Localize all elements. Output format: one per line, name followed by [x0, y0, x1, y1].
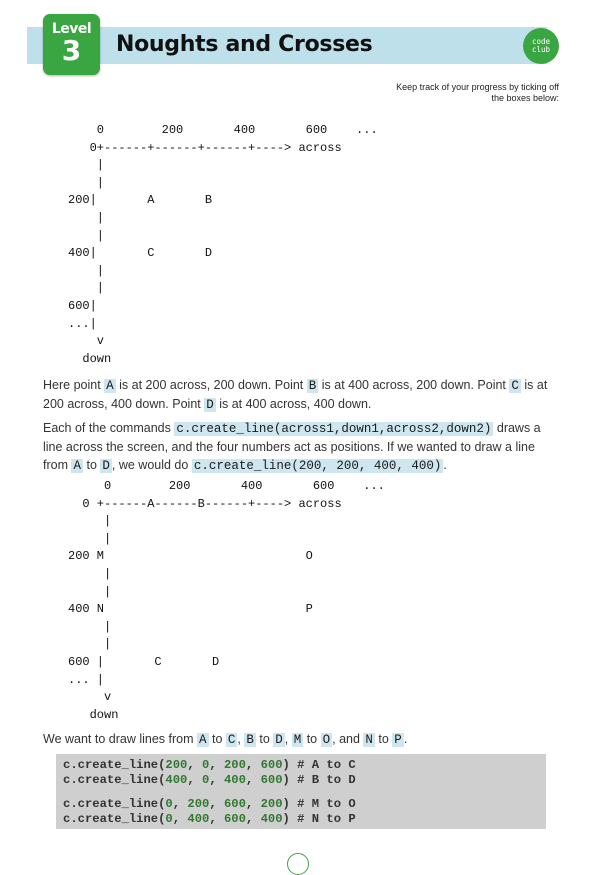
text: to [374, 732, 393, 746]
code-number: 0 [202, 773, 210, 787]
points-explanation [43, 376, 559, 414]
point-a-label: A [73, 459, 81, 473]
code-text: , [172, 812, 188, 826]
level-number: 3 [61, 34, 82, 67]
point-b-label: B [246, 733, 254, 747]
level-label: Level [51, 21, 92, 37]
text: is at 200 across, 400 down. Point [43, 378, 548, 411]
text: is at 400 across, 400 down. [215, 397, 372, 411]
text: , [284, 732, 292, 746]
point-d-label: D [275, 733, 283, 747]
code-number: 600 [260, 758, 283, 772]
point-b-label: B [308, 379, 317, 393]
code-text: , [245, 812, 261, 826]
text: to [255, 732, 274, 746]
code-line [63, 758, 356, 772]
code-number: 400 [260, 812, 283, 826]
code-line [63, 812, 356, 826]
point-m-label: M [293, 733, 302, 747]
code-text: , [209, 812, 224, 826]
code-text: , [187, 773, 202, 787]
code-block [56, 754, 546, 829]
create-line-explanation [43, 419, 559, 475]
code-number: 200 [165, 758, 188, 772]
code-number: 400 [187, 812, 210, 826]
text: We want to draw lines from [43, 732, 197, 746]
code-text: ) # M to O [282, 797, 356, 811]
text: , [237, 732, 245, 746]
code-text: c.create_line( [63, 797, 166, 811]
code-club-logo-icon [523, 28, 559, 64]
point-d-label: D [206, 398, 214, 412]
level-badge [43, 14, 100, 75]
code-text: , [245, 797, 261, 811]
text: Each of the commands [43, 421, 175, 435]
page-title: Noughts and Crosses [116, 32, 373, 57]
lines-instruction [43, 730, 559, 749]
code-text: , [245, 758, 261, 772]
code-number: 600 [260, 773, 283, 787]
point-o-label: O [322, 733, 331, 747]
code-text: c.create_line( [63, 773, 166, 787]
code-line [63, 797, 356, 811]
code-text: ) # A to C [282, 758, 356, 772]
code-number: 0 [202, 758, 210, 772]
code-number: 200 [187, 797, 210, 811]
code-number: 400 [223, 773, 246, 787]
code-text: , [172, 797, 188, 811]
point-a-label: A [106, 379, 114, 393]
point-p-label: P [394, 733, 402, 747]
point-c-label: C [511, 379, 519, 393]
code-text: , [209, 773, 224, 787]
code-text: , [245, 773, 261, 787]
text: is at 200 across, 200 down. Point [115, 378, 307, 392]
code-text: c.create_line( [63, 812, 166, 826]
text: to [208, 732, 226, 746]
coordinate-diagram-points: 0 200 400 600 ... 0+------+------+------+----> across | | 200| A B | | 400| C D | | 600| ...| v down [68, 123, 378, 366]
point-c-label: C [227, 733, 236, 747]
code-text: , [209, 797, 224, 811]
text: , we would do [111, 458, 192, 472]
text: , and [332, 732, 364, 746]
create-line-signature: c.create_line(across1,down1,across2,down2) [176, 422, 492, 436]
code-number: 600 [223, 797, 246, 811]
coordinate-diagram-lines: 0 200 400 600 ... 0 +------A------B------+----> across | | 200 M O | | 400 N P | | 600 | C D ... | v down [68, 479, 385, 722]
code-text: ) # N to P [282, 812, 356, 826]
code-text: , [209, 758, 224, 772]
code-number: 200 [223, 758, 246, 772]
code-number: 600 [223, 812, 246, 826]
text: to [83, 458, 101, 472]
text: is at 400 across, 200 down. Point [318, 378, 510, 392]
progress-note: Keep track of your progress by ticking off the boxes below: [396, 82, 559, 103]
text: draws a line across the screen, and the four numbers act as positions. If we wanted to draw a line from [43, 421, 541, 472]
point-a-label: A [199, 733, 207, 747]
text: . [403, 732, 408, 746]
code-number: 0 [165, 812, 173, 826]
code-line [63, 773, 356, 787]
point-d-label: D [102, 459, 110, 473]
text: Here point [43, 378, 105, 392]
logo-text-code: code [531, 37, 551, 46]
text: . [443, 458, 447, 472]
code-text: , [187, 758, 202, 772]
point-n-label: N [365, 733, 373, 747]
create-line-example: c.create_line(200, 200, 400, 400) [193, 459, 442, 473]
logo-text-club: club [531, 45, 551, 54]
code-number: 400 [165, 773, 188, 787]
code-text: c.create_line( [63, 758, 166, 772]
text: to [303, 732, 321, 746]
page-number-circle [287, 853, 309, 875]
code-number: 200 [260, 797, 283, 811]
code-text: ) # B to D [282, 773, 356, 787]
code-number: 0 [165, 797, 173, 811]
